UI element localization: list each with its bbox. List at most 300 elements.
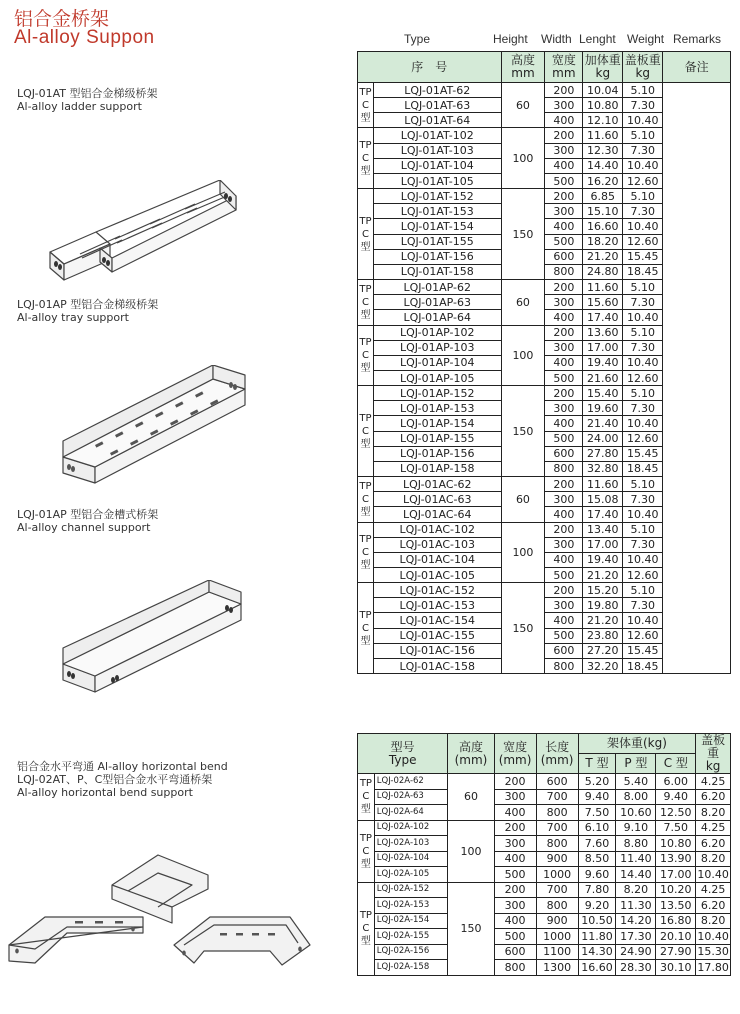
cell-c-weight: 10.20 <box>656 882 696 898</box>
cell-type: LQJ-01AP-154 <box>373 416 501 431</box>
cell-body-weight: 12.10 <box>583 113 623 128</box>
cell-type: LQJ-01AT-154 <box>373 219 501 234</box>
cell-type: LQJ-01AC-158 <box>373 658 501 673</box>
col-header-width: 宽度 mm <box>545 52 583 83</box>
cell-type: LQJ-01AT-156 <box>373 249 501 264</box>
cell-width: 800 <box>545 264 583 279</box>
cell-cover-weight: 10.40 <box>623 613 663 628</box>
cell-width: 200 <box>545 477 583 492</box>
cell-t-weight: 7.50 <box>578 805 616 821</box>
cell-body-weight: 15.20 <box>583 583 623 598</box>
header-en-weight: Weight <box>627 32 665 46</box>
cell-width: 300 <box>494 898 536 914</box>
cell-width: 400 <box>545 355 583 370</box>
cell-type: LQJ-01AT-62 <box>373 83 501 98</box>
cell-cover-weight: 5.10 <box>623 583 663 598</box>
cell-cover-weight: 5.10 <box>623 83 663 98</box>
cell-cover-weight: 6.20 <box>696 898 731 914</box>
cell-width: 200 <box>545 386 583 401</box>
cell-width: 400 <box>545 552 583 567</box>
cell-width: 500 <box>545 234 583 249</box>
cell-body-weight: 19.80 <box>583 598 623 613</box>
caption-tray <box>17 298 158 324</box>
cell-body-weight: 21.40 <box>583 416 623 431</box>
group-label: TPC型 <box>358 128 374 189</box>
cell-width: 400 <box>545 158 583 173</box>
channel-support-illustration <box>55 580 255 705</box>
cell-cover-weight: 15.45 <box>623 446 663 461</box>
cell-body-weight: 27.20 <box>583 643 623 658</box>
cell-cover-weight: 15.30 <box>697 945 729 959</box>
cell-width: 500 <box>545 628 583 643</box>
group-label: TPC型 <box>358 280 374 325</box>
cell-width: 400 <box>494 851 536 867</box>
cell-p-weight: 5.40 <box>616 774 656 790</box>
cell-type: LQJ-02A-156 <box>374 944 448 960</box>
cell-cover-weight: 15.45 <box>623 643 663 658</box>
cell-t-weight: 16.60 <box>578 960 616 976</box>
cell-p-weight: 11.40 <box>616 851 656 867</box>
cell-type: LQJ-01AP-63 <box>373 295 501 310</box>
cell-type: LQJ-02A-102 <box>374 820 448 836</box>
cell-type: LQJ-01AP-102 <box>373 325 501 340</box>
cell-type: LQJ-02A-154 <box>374 913 448 929</box>
cell-width: 200 <box>545 325 583 340</box>
cell-body-weight: 11.60 <box>583 280 623 295</box>
cell-body-weight: 19.60 <box>583 401 623 416</box>
caption-bend-line2: LQJ-02AT、P、C型铝合金水平弯通桥架 <box>17 773 213 786</box>
table-row <box>358 867 731 883</box>
cell-width: 400 <box>545 219 583 234</box>
cell-cover-weight: 6.20 <box>696 789 731 805</box>
cell-type: LQJ-01AT-104 <box>373 158 501 173</box>
cell-width: 600 <box>494 944 536 960</box>
cell-type: LQJ-01AC-156 <box>373 643 501 658</box>
cell-width: 400 <box>494 913 536 929</box>
cell-body-weight: 24.00 <box>583 431 623 446</box>
cell-t-weight: 14.30 <box>578 944 616 960</box>
table-row <box>358 83 731 98</box>
cell-width: 400 <box>545 310 583 325</box>
t2-header-frame-weight: 架体重(kg) <box>578 734 696 754</box>
cell-cover-weight: 7.30 <box>623 98 663 113</box>
cell-type: LQJ-01AP-153 <box>373 401 501 416</box>
cell-t-weight: 7.60 <box>578 836 616 852</box>
t2-header-cover: 盖板重 kg <box>696 734 731 774</box>
cell-body-weight: 14.40 <box>583 158 623 173</box>
cell-body-weight: 6.85 <box>583 189 623 204</box>
cell-type: LQJ-01AC-154 <box>373 613 501 628</box>
cell-height: 150 <box>501 583 545 674</box>
cell-length: 800 <box>536 836 578 852</box>
cell-cover-weight: 7.30 <box>623 401 663 416</box>
cell-body-weight: 19.40 <box>583 552 623 567</box>
cell-body-weight: 15.40 <box>583 386 623 401</box>
cell-body-weight: 32.20 <box>583 658 623 673</box>
cell-body-weight: 15.10 <box>583 204 623 219</box>
cell-cover-weight: 4.25 <box>696 820 731 836</box>
cell-cover-weight: 5.10 <box>623 386 663 401</box>
cell-body-weight: 15.60 <box>583 295 623 310</box>
cell-type: LQJ-01AT-103 <box>373 143 501 158</box>
cell-c-weight: 13.50 <box>656 898 696 914</box>
cell-width: 800 <box>545 658 583 673</box>
cell-p-weight: 14.40 <box>616 867 656 883</box>
cell-width: 600 <box>545 643 583 658</box>
caption-bend-line3: Al-alloy horizontal bend support <box>17 786 193 799</box>
cell-type: LQJ-01AC-64 <box>373 507 501 522</box>
cell-body-weight: 12.30 <box>583 143 623 158</box>
cell-cover-weight: 18.45 <box>623 264 663 279</box>
table-row <box>358 851 731 867</box>
cell-p-weight: 9.10 <box>616 820 656 836</box>
cell-cover-weight: 8.20 <box>696 851 731 867</box>
cell-length: 700 <box>536 882 578 898</box>
cell-cover-weight: 7.30 <box>623 492 663 507</box>
cell-type: LQJ-01AT-64 <box>373 113 501 128</box>
cell-body-weight: 10.80 <box>583 98 623 113</box>
cell-cover-weight: 7.30 <box>623 340 663 355</box>
cell-cover-weight: 10.40 <box>623 310 663 325</box>
col-header-body-weight: 加体重 kg <box>583 52 623 83</box>
cell-p-weight: 8.80 <box>616 836 656 852</box>
caption-ladder-en: Al-alloy ladder support <box>17 100 142 113</box>
cell-type: LQJ-02A-103 <box>374 836 448 852</box>
cell-c-weight: 20.10 <box>656 929 696 945</box>
cell-type: LQJ-01AC-153 <box>373 598 501 613</box>
cell-cover-weight: 10.40 <box>623 158 663 173</box>
t2-header-type: 型号 Type <box>358 734 448 774</box>
cell-type: LQJ-01AC-103 <box>373 537 501 552</box>
cell-type: LQJ-02A-63 <box>374 789 448 805</box>
table-row <box>358 820 731 836</box>
cell-height: 100 <box>501 522 545 583</box>
cell-remarks <box>663 83 731 674</box>
caption-bend <box>17 760 228 799</box>
group-label: TPC型 <box>358 583 374 674</box>
cell-cover-weight: 12.60 <box>623 431 663 446</box>
cell-p-weight: 17.30 <box>616 929 656 945</box>
cell-height: 60 <box>501 477 545 522</box>
caption-channel-en: Al-alloy channel support <box>17 521 151 534</box>
cell-width: 300 <box>545 204 583 219</box>
cell-width: 600 <box>545 249 583 264</box>
cell-type: LQJ-01AP-64 <box>373 310 501 325</box>
col-header-height: 高度 mm <box>501 52 545 83</box>
header-en-type: Type <box>404 32 431 46</box>
cell-type: LQJ-01AT-158 <box>373 264 501 279</box>
table-row <box>358 836 731 852</box>
header-en-remarks: Remarks <box>673 32 722 46</box>
cell-width: 200 <box>545 522 583 537</box>
t2-header-t-type: T 型 <box>578 754 616 774</box>
cell-width: 300 <box>545 492 583 507</box>
table-row <box>358 789 731 805</box>
cell-body-weight: 15.08 <box>583 492 623 507</box>
cell-t-weight: 9.20 <box>578 898 616 914</box>
page-title-cn: 铝合金桥架 <box>14 8 110 30</box>
cell-width: 400 <box>494 805 536 821</box>
cell-length: 1300 <box>536 960 578 976</box>
cell-type: LQJ-01AP-156 <box>373 446 501 461</box>
tray-support-illustration <box>55 365 255 490</box>
table-row <box>358 944 731 960</box>
cell-c-weight: 10.80 <box>656 836 696 852</box>
cell-width: 200 <box>545 83 583 98</box>
cell-type: LQJ-01AT-102 <box>373 128 501 143</box>
cell-body-weight: 17.00 <box>583 537 623 552</box>
cell-t-weight: 5.20 <box>578 774 616 790</box>
cell-t-weight: 8.50 <box>578 851 616 867</box>
cell-cover-weight: 5.10 <box>623 280 663 295</box>
table-row <box>358 960 731 976</box>
cell-cover-weight: 12.60 <box>623 370 663 385</box>
caption-tray-en: Al-alloy tray support <box>17 311 129 324</box>
group-label: TPC型 <box>358 882 375 975</box>
cell-body-weight: 19.40 <box>583 355 623 370</box>
ladder-tray-illustration <box>40 180 250 290</box>
cell-t-weight: 9.40 <box>578 789 616 805</box>
cell-width: 300 <box>545 598 583 613</box>
cell-cover-weight: 10.40 <box>623 219 663 234</box>
table-row <box>358 805 731 821</box>
cell-height: 100 <box>448 820 494 882</box>
t2-header-height: 高度 (mm) <box>448 734 494 774</box>
cell-cover-weight: 5.10 <box>623 128 663 143</box>
cell-width: 200 <box>494 882 536 898</box>
cell-body-weight: 10.04 <box>583 83 623 98</box>
cell-width: 200 <box>494 820 536 836</box>
cell-type: LQJ-01AT-105 <box>373 173 501 188</box>
cell-width: 200 <box>545 189 583 204</box>
cell-type: LQJ-02A-155 <box>374 929 448 945</box>
horizontal-bend-channel-illustration <box>170 905 320 980</box>
header-en-width: Width <box>541 32 572 46</box>
col-header-serial: 序 号 <box>358 52 502 83</box>
table-row <box>358 929 731 945</box>
cell-body-weight: 21.20 <box>583 613 623 628</box>
cell-type: LQJ-01AP-103 <box>373 340 501 355</box>
cell-type: LQJ-01AC-63 <box>373 492 501 507</box>
cell-type: LQJ-01AC-152 <box>373 583 501 598</box>
cell-p-weight: 8.20 <box>616 882 656 898</box>
cell-t-weight: 10.50 <box>578 913 616 929</box>
cell-width: 400 <box>545 416 583 431</box>
cell-cover-weight: 12.60 <box>623 568 663 583</box>
cell-length: 1100 <box>536 944 578 960</box>
cell-body-weight: 21.20 <box>583 568 623 583</box>
cell-length: 700 <box>536 820 578 836</box>
cell-width: 300 <box>545 340 583 355</box>
cell-cover-weight: 10.40 <box>623 355 663 370</box>
cell-width: 400 <box>545 507 583 522</box>
cell-height: 60 <box>448 774 494 821</box>
cell-width: 300 <box>545 98 583 113</box>
group-label: TPC型 <box>358 477 374 522</box>
cell-cover-weight: 12.60 <box>623 628 663 643</box>
cell-c-weight: 6.00 <box>656 774 696 790</box>
cell-cover-weight: 8.20 <box>696 913 731 929</box>
cell-cover-weight: 7.30 <box>623 598 663 613</box>
t2-header-length: 长度 (mm) <box>536 734 578 774</box>
cell-type: LQJ-01AP-104 <box>373 355 501 370</box>
cell-width: 200 <box>545 583 583 598</box>
cell-t-weight: 9.60 <box>578 867 616 883</box>
group-label: TPC型 <box>358 325 374 386</box>
group-label: TPC型 <box>358 189 374 280</box>
cell-height: 150 <box>448 882 494 975</box>
cell-p-weight: 10.60 <box>616 805 656 821</box>
cell-cover-weight: 10.40 <box>623 507 663 522</box>
cell-c-weight: 27.90 <box>656 944 696 960</box>
cell-cover-weight: 7.30 <box>623 204 663 219</box>
cell-width: 600 <box>545 446 583 461</box>
cell-body-weight: 13.60 <box>583 325 623 340</box>
cell-body-weight: 18.20 <box>583 234 623 249</box>
cell-cover-weight: 15.45 <box>623 249 663 264</box>
cell-body-weight: 21.20 <box>583 249 623 264</box>
cell-length: 900 <box>536 851 578 867</box>
cell-type: LQJ-01AT-152 <box>373 189 501 204</box>
cell-body-weight: 11.60 <box>583 128 623 143</box>
cell-body-weight: 27.80 <box>583 446 623 461</box>
t2-header-p-type: P 型 <box>616 754 656 774</box>
cell-width: 200 <box>545 280 583 295</box>
table-row <box>358 774 731 790</box>
group-label: TPC型 <box>358 83 374 128</box>
cell-body-weight: 32.80 <box>583 461 623 476</box>
cell-width: 300 <box>545 537 583 552</box>
cell-cover-weight: 5.10 <box>623 522 663 537</box>
caption-bend-line1: 铝合金水平弯通 Al-alloy horizontal bend <box>17 760 228 773</box>
cell-cover-weight: 4.25 <box>696 882 731 898</box>
cell-cover-weight: 4.25 <box>696 774 731 790</box>
cell-type: LQJ-01AC-102 <box>373 522 501 537</box>
cell-body-weight: 17.40 <box>583 507 623 522</box>
caption-channel-cn: LQJ-01AP 型铝合金槽式桥架 <box>17 508 159 521</box>
cell-cover-weight: 7.30 <box>623 295 663 310</box>
cell-body-weight: 23.80 <box>583 628 623 643</box>
cell-type: LQJ-02A-104 <box>374 851 448 867</box>
t2-header-c-type: C 型 <box>656 754 696 774</box>
cell-cover-weight: 5.10 <box>623 477 663 492</box>
cell-cover-weight: 17.80 <box>697 960 729 974</box>
cell-cover-weight: 10.40 <box>623 416 663 431</box>
horizontal-bend-tray-illustration <box>5 905 155 980</box>
cell-cover-weight: 5.10 <box>623 189 663 204</box>
spec-table-1 <box>357 51 731 674</box>
cell-t-weight: 11.80 <box>578 929 616 945</box>
cell-height: 60 <box>501 280 545 325</box>
cell-type: LQJ-02A-105 <box>374 867 448 883</box>
cell-body-weight: 16.60 <box>583 219 623 234</box>
cell-body-weight: 24.80 <box>583 264 623 279</box>
cell-width: 300 <box>494 836 536 852</box>
cell-t-weight: 6.10 <box>578 820 616 836</box>
cell-type: LQJ-01AP-62 <box>373 280 501 295</box>
cell-type: LQJ-01AP-155 <box>373 431 501 446</box>
cell-width: 200 <box>545 128 583 143</box>
col-header-cover-weight: 盖板重 kg <box>623 52 663 83</box>
caption-ladder <box>17 87 158 113</box>
cell-width: 300 <box>545 143 583 158</box>
cell-cover-weight: 10.40 <box>697 929 729 943</box>
cell-type: LQJ-02A-64 <box>374 805 448 821</box>
cell-type: LQJ-02A-153 <box>374 898 448 914</box>
header-en-height: Height <box>493 32 528 46</box>
group-label: TPC型 <box>358 774 375 821</box>
cell-type: LQJ-02A-62 <box>374 774 448 790</box>
cell-width: 500 <box>545 370 583 385</box>
cell-height: 100 <box>501 128 545 189</box>
cell-length: 700 <box>536 789 578 805</box>
cell-body-weight: 13.40 <box>583 522 623 537</box>
page-title-en: Al-alloy Suppon <box>14 27 155 48</box>
cell-cover-weight: 8.20 <box>696 805 731 821</box>
cell-type: LQJ-01AP-152 <box>373 386 501 401</box>
table-row <box>358 913 731 929</box>
cell-type: LQJ-01AC-62 <box>373 477 501 492</box>
cell-p-weight: 28.30 <box>616 960 656 976</box>
cell-width: 800 <box>494 960 536 976</box>
cell-length: 1000 <box>536 929 578 945</box>
col-header-remarks: 备注 <box>663 52 731 83</box>
cell-c-weight: 12.50 <box>656 805 696 821</box>
cell-width: 500 <box>494 929 536 945</box>
cell-type: LQJ-02A-158 <box>374 960 448 976</box>
cell-width: 400 <box>545 113 583 128</box>
group-label: TPC型 <box>358 522 374 583</box>
cell-cover-weight: 18.45 <box>623 658 663 673</box>
header-en-length: Lenght <box>579 32 616 46</box>
cell-body-weight: 17.00 <box>583 340 623 355</box>
cell-c-weight: 16.80 <box>656 913 696 929</box>
cell-type: LQJ-02A-152 <box>374 882 448 898</box>
caption-channel <box>17 508 158 534</box>
cell-body-weight: 11.60 <box>583 477 623 492</box>
cell-cover-weight: 7.30 <box>623 143 663 158</box>
cell-p-weight: 8.00 <box>616 789 656 805</box>
cell-width: 300 <box>494 789 536 805</box>
cell-cover-weight: 18.45 <box>623 461 663 476</box>
cell-length: 800 <box>536 898 578 914</box>
cell-c-weight: 9.40 <box>656 789 696 805</box>
cell-cover-weight: 7.30 <box>623 537 663 552</box>
cell-width: 500 <box>545 431 583 446</box>
cell-type: LQJ-01AP-158 <box>373 461 501 476</box>
cell-height: 60 <box>501 83 545 128</box>
cell-body-weight: 16.20 <box>583 173 623 188</box>
cell-cover-weight: 12.60 <box>623 173 663 188</box>
caption-tray-cn: LQJ-01AP 型铝合金梯级桥架 <box>17 298 159 311</box>
cell-width: 500 <box>545 173 583 188</box>
table-row <box>358 882 731 898</box>
cell-height: 100 <box>501 325 545 386</box>
cell-cover-weight: 6.20 <box>696 836 731 852</box>
t2-header-width: 宽度 (mm) <box>494 734 536 774</box>
cell-height: 150 <box>501 189 545 280</box>
cell-length: 900 <box>536 913 578 929</box>
cell-type: LQJ-01AC-104 <box>373 552 501 567</box>
cell-c-weight: 13.90 <box>656 851 696 867</box>
table-row <box>358 898 731 914</box>
cell-width: 800 <box>545 461 583 476</box>
cell-width: 500 <box>545 568 583 583</box>
group-label: TPC型 <box>358 820 375 882</box>
cell-type: LQJ-01AC-105 <box>373 568 501 583</box>
spec-table-2 <box>357 733 731 976</box>
cell-type: LQJ-01AP-105 <box>373 370 501 385</box>
